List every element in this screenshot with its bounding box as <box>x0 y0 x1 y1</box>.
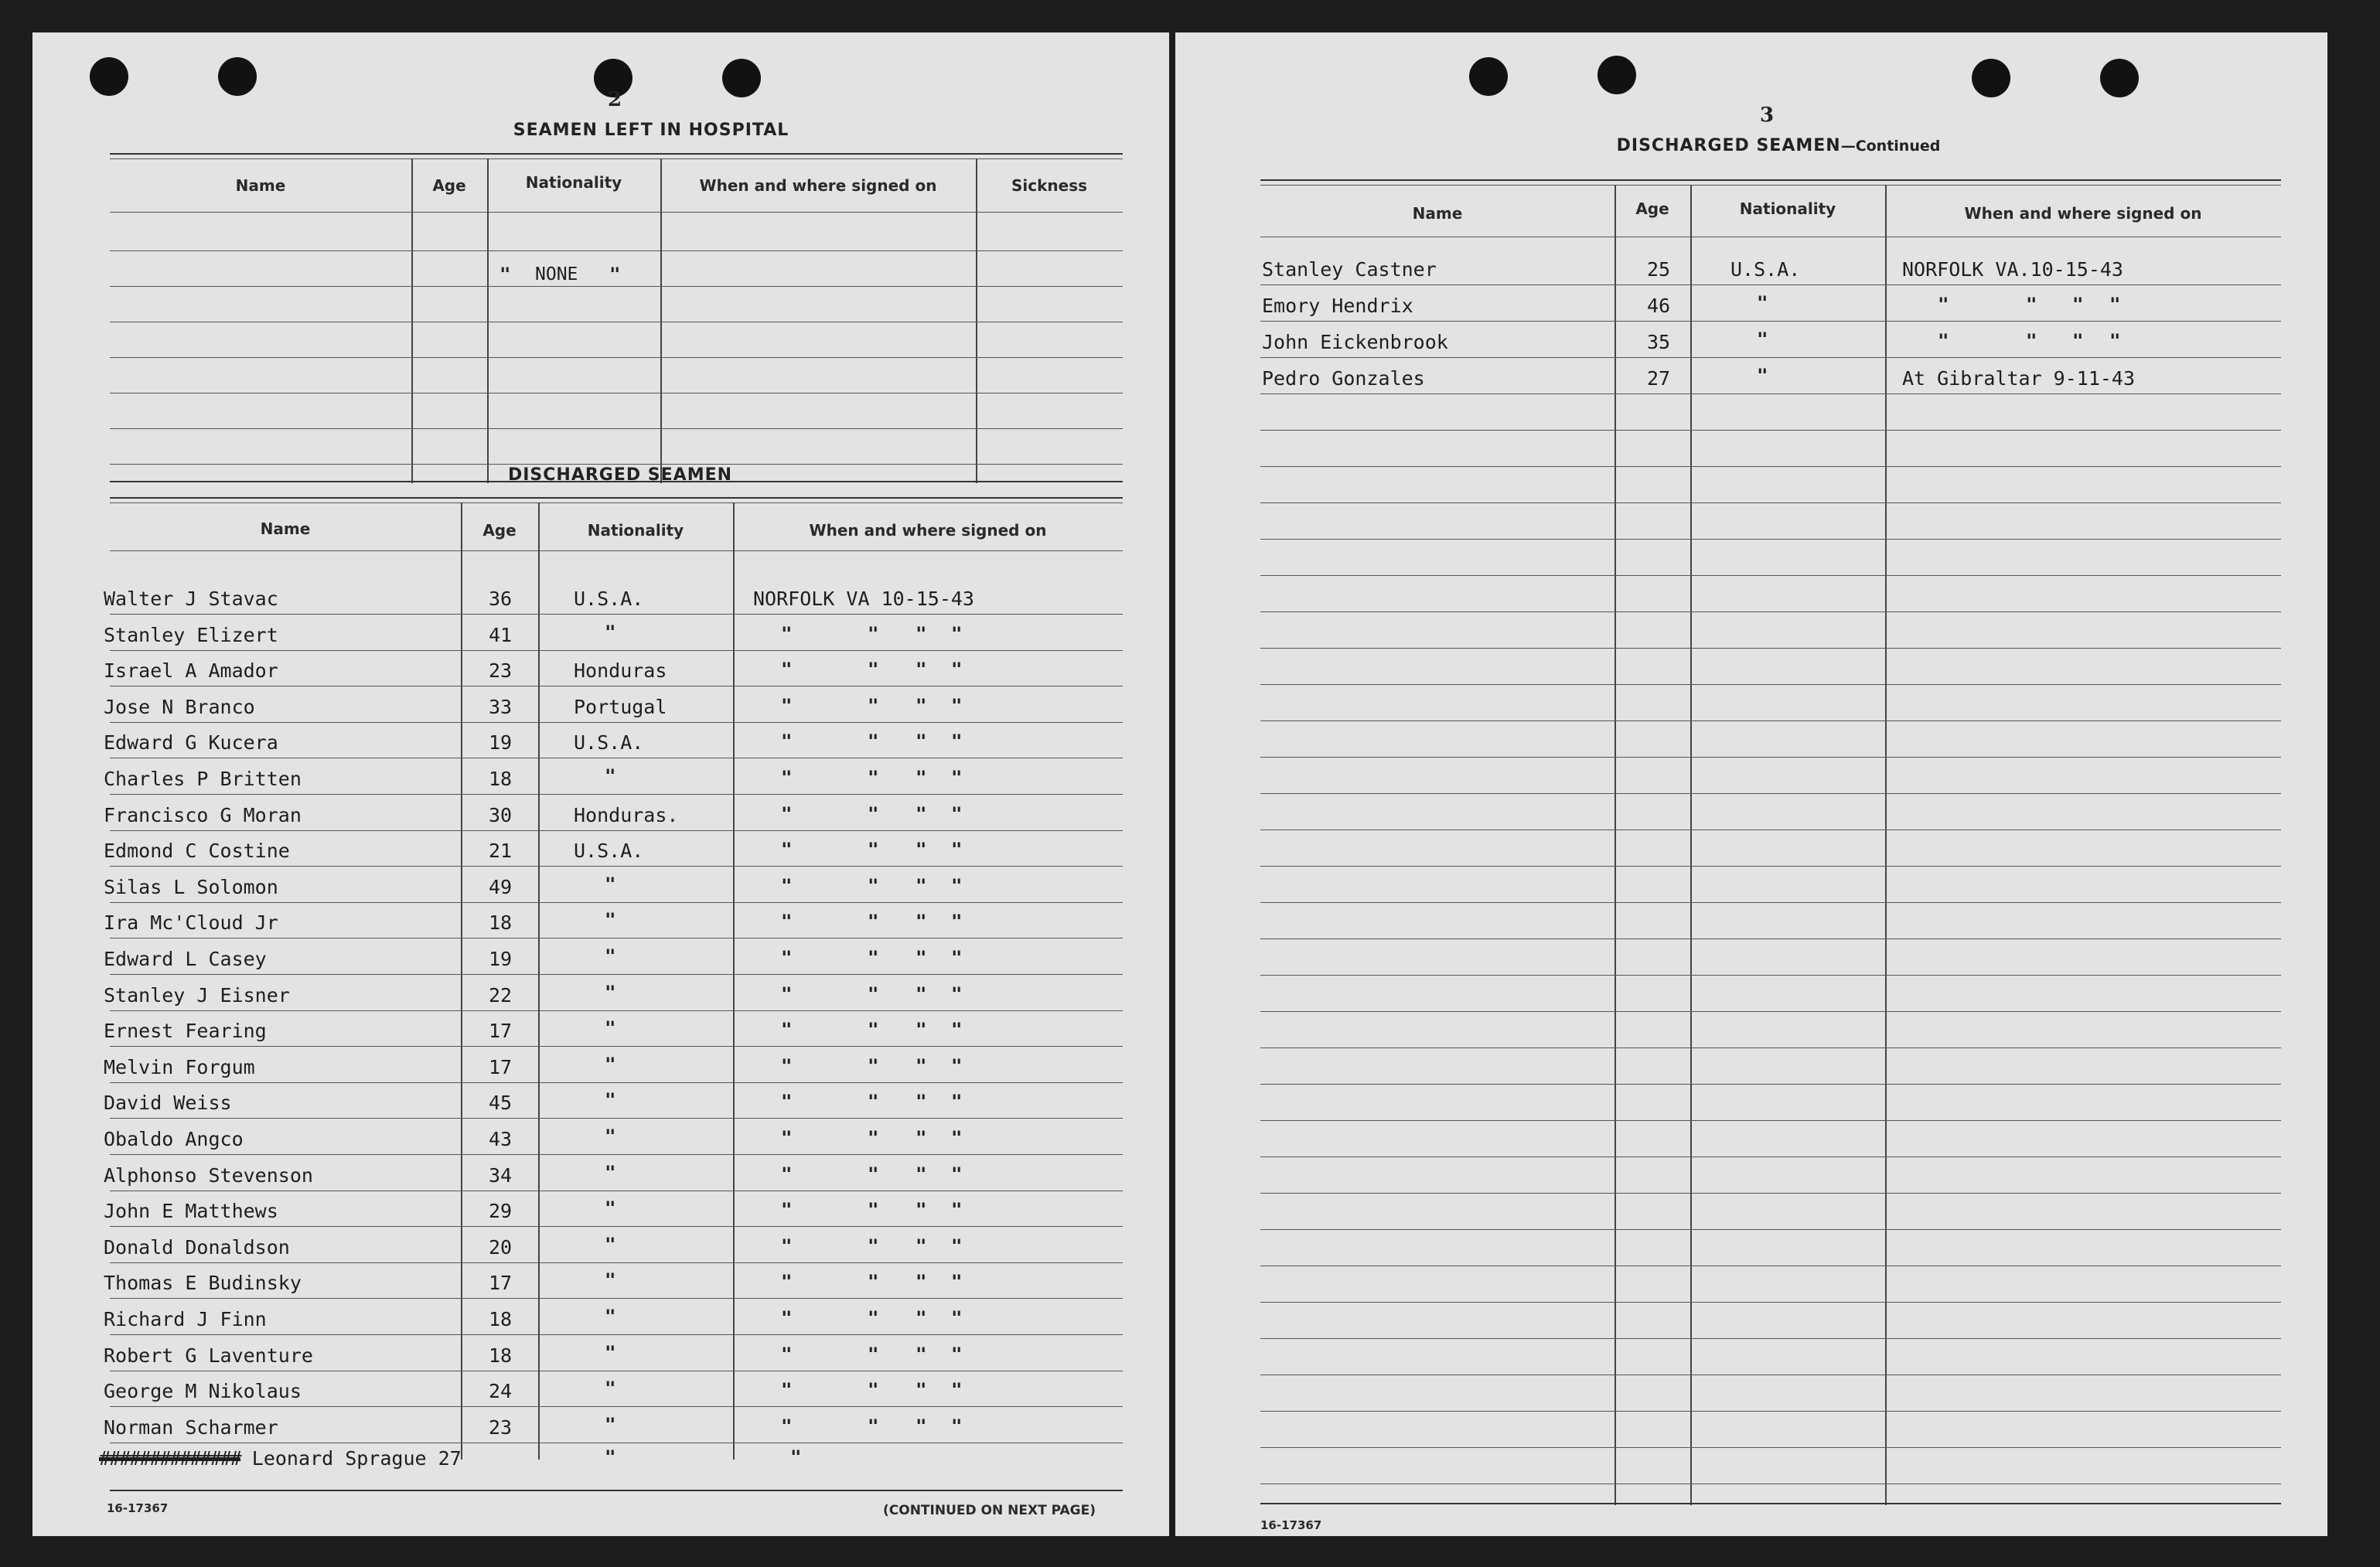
ditto-mark: " <box>916 1019 927 1041</box>
seaman-age: 17 <box>489 1020 513 1042</box>
ditto-mark: " <box>2109 330 2121 352</box>
ditto-mark: " <box>605 945 616 967</box>
seaman-name: Norman Scharmer <box>104 1416 278 1439</box>
col-header-signed-on: When and where signed on <box>809 521 1047 540</box>
ditto-mark: " <box>605 1162 616 1184</box>
seaman-name: Stanley Elizert <box>104 624 278 646</box>
ditto-mark: " <box>868 1055 879 1077</box>
ditto-mark: " <box>781 1019 793 1041</box>
ditto-mark: " <box>605 1342 616 1364</box>
seaman-name: Leonard Sprague <box>251 1447 427 1470</box>
ditto-mark: " <box>781 875 793 897</box>
ditto-mark: " <box>916 803 927 825</box>
seaman-name: Donald Donaldson <box>104 1236 290 1259</box>
seaman-name: Israel A Amador <box>104 659 278 682</box>
seaman-age: 18 <box>489 911 513 934</box>
ditto-mark: " <box>916 659 927 680</box>
seaman-name: George M Nikolaus <box>104 1380 302 1402</box>
hospital-section-title: SEAMEN LEFT IN HOSPITAL <box>513 121 789 140</box>
ditto-mark: " <box>916 1415 927 1437</box>
ditto-mark: " <box>868 731 879 752</box>
seaman-name: Stanley J Eisner <box>104 984 290 1007</box>
ditto-mark: " <box>868 947 879 969</box>
ditto-mark: " <box>1938 330 1949 352</box>
ditto-mark: " <box>916 1344 927 1365</box>
ditto-mark: " <box>781 803 793 825</box>
ditto-mark: " <box>951 1091 963 1112</box>
ditto-mark: " <box>2109 294 2121 315</box>
seaman-name: Stanley Castner <box>1262 258 1437 281</box>
ditto-mark: " <box>916 839 927 860</box>
ditto-mark: " <box>781 659 793 680</box>
struck-name <box>99 1447 462 1470</box>
seaman-age: 24 <box>489 1380 513 1402</box>
seaman-nationality: U.S.A. <box>574 731 644 754</box>
ditto-mark: " <box>781 911 793 932</box>
ditto-mark: " <box>868 839 879 860</box>
ditto-mark: " <box>951 623 963 645</box>
ditto-mark: " <box>868 1415 879 1437</box>
seaman-age: 35 <box>1647 331 1671 353</box>
ditto-mark: " <box>868 1235 879 1257</box>
ditto-mark: " <box>916 1379 927 1401</box>
ditto-mark: " <box>951 911 963 932</box>
ditto-mark: " <box>781 1055 793 1077</box>
ditto-mark: " <box>916 695 927 717</box>
seaman-age: 21 <box>489 840 513 862</box>
seaman-age: 34 <box>489 1164 513 1187</box>
ditto-mark: " <box>605 1378 616 1399</box>
continued-note: (CONTINUED ON NEXT PAGE) <box>883 1503 1096 1518</box>
ditto-mark: " <box>781 623 793 645</box>
seaman-age: 18 <box>489 768 513 790</box>
ditto-mark: " <box>605 1054 616 1075</box>
signed-on: NORFOLK VA.10-15-43 <box>1902 258 2123 281</box>
seaman-nationality: Honduras <box>574 659 667 682</box>
ditto-mark: " <box>868 1344 879 1365</box>
seaman-age: 33 <box>489 696 513 718</box>
col-header-nationality: Nationality <box>1739 199 1836 218</box>
punch-hole <box>2100 59 2139 97</box>
ditto-mark: " <box>2026 330 2037 352</box>
ditto-mark: " <box>500 264 511 285</box>
seaman-name: Pedro Gonzales <box>1262 367 1425 390</box>
punch-hole <box>1597 56 1636 94</box>
seaman-name: Robert G Laventure <box>104 1344 313 1367</box>
ditto-mark: " <box>781 1235 793 1257</box>
ditto-mark: " <box>609 264 621 285</box>
ditto-mark: " <box>868 1091 879 1112</box>
ditto-mark: " <box>951 767 963 789</box>
ditto-mark: " <box>951 1199 963 1221</box>
seaman-nationality: U.S.A. <box>574 840 644 862</box>
title-suffix: —Continued <box>1840 138 1941 155</box>
seaman-name: Edmond C Costine <box>104 840 290 862</box>
ditto-mark: " <box>951 983 963 1005</box>
seaman-age: 17 <box>489 1272 513 1294</box>
ditto-mark: " <box>605 874 616 895</box>
ditto-mark: " <box>781 1415 793 1437</box>
ditto-mark: " <box>916 947 927 969</box>
seaman-age: 49 <box>489 876 513 898</box>
seaman-age: 19 <box>489 948 513 970</box>
ditto-mark: " <box>951 731 963 752</box>
ditto-mark: " <box>605 1017 616 1039</box>
ditto-mark: " <box>1938 294 1949 315</box>
ditto-mark: " <box>951 875 963 897</box>
ditto-mark: " <box>868 659 879 680</box>
ditto-mark: " <box>951 1379 963 1401</box>
ditto-mark: " <box>916 1163 927 1185</box>
col-header-age: Age <box>1635 199 1669 218</box>
ditto-mark: " <box>1757 365 1768 387</box>
ditto-mark: " <box>951 947 963 969</box>
col-header-signed-on: When and where signed on <box>699 176 937 195</box>
ditto-mark: " <box>916 1127 927 1149</box>
ditto-mark: " <box>868 983 879 1005</box>
seaman-name: Walter J Stavac <box>104 588 278 610</box>
discharged-section-title: DISCHARGED SEAMEN <box>507 465 733 485</box>
ditto-mark: " <box>605 1234 616 1255</box>
ditto-mark: " <box>868 623 879 645</box>
form-number: 16-17367 <box>1260 1518 1322 1532</box>
col-header-nationality: Nationality <box>587 521 684 540</box>
ditto-mark: " <box>781 1379 793 1401</box>
ditto-mark: " <box>868 767 879 789</box>
ditto-mark: " <box>2026 294 2037 315</box>
seaman-age: 25 <box>1647 258 1671 281</box>
hospital-entry: NONE <box>535 264 578 284</box>
seaman-age: 19 <box>489 731 513 754</box>
ditto-mark: " <box>781 983 793 1005</box>
seaman-nationality: Honduras. <box>574 804 679 826</box>
ditto-mark: " <box>605 1126 616 1147</box>
seaman-name: Alphonso Stevenson <box>104 1164 313 1187</box>
seaman-name: John Eickenbrook <box>1262 331 1448 353</box>
title-text: DISCHARGED SEAMEN <box>1616 136 1841 155</box>
discharged-continued-title <box>1546 136 2010 155</box>
seaman-age: 17 <box>489 1056 513 1078</box>
ditto-mark: " <box>868 875 879 897</box>
signed-on: NORFOLK VA 10-15-43 <box>753 588 974 610</box>
ditto-mark: " <box>951 1307 963 1329</box>
ditto-mark: " <box>916 623 927 645</box>
ditto-mark: " <box>605 982 616 1003</box>
punch-hole <box>722 59 761 97</box>
col-header-signed-on: When and where signed on <box>1964 204 2202 223</box>
ditto-mark: " <box>868 911 879 932</box>
ditto-mark: " <box>1757 292 1768 314</box>
seaman-age: 46 <box>1647 295 1671 317</box>
ditto-mark: " <box>916 1091 927 1112</box>
ditto-mark: " <box>868 1163 879 1185</box>
seaman-nationality: Portugal <box>574 696 667 718</box>
struck-text: ############## <box>99 1447 240 1470</box>
seaman-age: 29 <box>489 1200 513 1222</box>
ditto-mark: " <box>916 983 927 1005</box>
seaman-age: 20 <box>489 1236 513 1259</box>
seaman-name: Thomas E Budinsky <box>104 1272 302 1294</box>
page-number: 3 <box>1760 104 1775 127</box>
seaman-age: 23 <box>489 1416 513 1439</box>
ditto-mark: " <box>951 1235 963 1257</box>
ditto-mark: " <box>951 695 963 717</box>
ditto-mark: " <box>951 803 963 825</box>
ditto-mark: " <box>605 1269 616 1291</box>
ditto-mark: " <box>916 1307 927 1329</box>
ditto-mark: " <box>1757 329 1768 350</box>
ditto-mark: " <box>605 909 616 931</box>
ditto-mark: " <box>868 1379 879 1401</box>
seaman-age: 27 <box>438 1447 462 1470</box>
ditto-mark: " <box>605 1089 616 1111</box>
ditto-mark: " <box>781 1127 793 1149</box>
punch-hole <box>1972 59 2010 97</box>
right-page <box>1175 32 2327 1536</box>
ditto-mark: " <box>781 1199 793 1221</box>
ditto-mark: " <box>868 1307 879 1329</box>
ditto-mark: " <box>951 1415 963 1437</box>
col-header-name: Name <box>260 519 311 538</box>
seaman-name: Charles P Britten <box>104 768 302 790</box>
seaman-nationality: U.S.A. <box>574 588 644 610</box>
seaman-name: Francisco G Moran <box>104 804 302 826</box>
ditto-mark: " <box>605 622 616 643</box>
seaman-name: Obaldo Angco <box>104 1128 244 1150</box>
ditto-mark: " <box>951 1344 963 1365</box>
seaman-name: Jose N Branco <box>104 696 255 718</box>
seaman-name: John E Matthews <box>104 1200 278 1222</box>
ditto-mark: " <box>951 659 963 680</box>
seaman-age: 36 <box>489 588 513 610</box>
col-header-nationality: Nationality <box>525 173 622 192</box>
ditto-mark: " <box>916 1271 927 1293</box>
signed-on: At Gibraltar 9-11-43 <box>1902 367 2136 390</box>
col-header-age: Age <box>482 521 517 540</box>
ditto-mark: " <box>781 695 793 717</box>
ditto-mark: " <box>605 1446 616 1468</box>
seaman-age: 41 <box>489 624 513 646</box>
ditto-mark: " <box>605 765 616 787</box>
ditto-mark: " <box>868 695 879 717</box>
seaman-age: 43 <box>489 1128 513 1150</box>
ditto-mark: " <box>868 1019 879 1041</box>
ditto-mark: " <box>781 1344 793 1365</box>
ditto-mark: " <box>916 1235 927 1257</box>
punch-hole <box>90 57 128 96</box>
seaman-name: Richard J Finn <box>104 1308 267 1330</box>
seaman-age: 27 <box>1647 367 1671 390</box>
punch-hole <box>218 57 257 96</box>
ditto-mark: " <box>916 875 927 897</box>
ditto-mark: " <box>605 1414 616 1436</box>
ditto-mark: " <box>2072 330 2084 352</box>
seaman-name: Melvin Forgum <box>104 1056 255 1078</box>
seaman-name: Emory Hendrix <box>1262 295 1413 317</box>
seaman-age: 22 <box>489 984 513 1007</box>
ditto-mark: " <box>781 839 793 860</box>
ditto-mark: " <box>605 1306 616 1327</box>
ditto-mark: " <box>868 1271 879 1293</box>
seaman-age: 23 <box>489 659 513 682</box>
ditto-mark: " <box>781 1271 793 1293</box>
ditto-mark: " <box>868 803 879 825</box>
seaman-age: 30 <box>489 804 513 826</box>
seaman-age: 18 <box>489 1344 513 1367</box>
form-number: 16-17367 <box>107 1501 169 1515</box>
ditto-mark: " <box>951 1163 963 1185</box>
ditto-mark: " <box>781 1307 793 1329</box>
punch-hole <box>1469 57 1508 96</box>
ditto-mark: " <box>605 1197 616 1219</box>
ditto-mark: " <box>2072 294 2084 315</box>
col-header-name: Name <box>235 176 286 195</box>
ditto-mark: " <box>951 1271 963 1293</box>
seaman-age: 45 <box>489 1092 513 1114</box>
ditto-mark: " <box>781 1163 793 1185</box>
page-number: 2 <box>608 88 622 111</box>
seaman-name: Edward G Kucera <box>104 731 278 754</box>
ditto-mark: " <box>916 911 927 932</box>
ditto-mark: " <box>790 1446 802 1468</box>
ditto-mark: " <box>916 731 927 752</box>
ditto-mark: " <box>916 1055 927 1077</box>
seaman-name: Silas L Solomon <box>104 876 278 898</box>
seaman-name: Ernest Fearing <box>104 1020 267 1042</box>
ditto-mark: " <box>951 1019 963 1041</box>
seaman-name: David Weiss <box>104 1092 232 1114</box>
ditto-mark: " <box>951 1055 963 1077</box>
col-header-age: Age <box>432 176 466 195</box>
seaman-name: Edward L Casey <box>104 948 267 970</box>
ditto-mark: " <box>868 1199 879 1221</box>
ditto-mark: " <box>951 1127 963 1149</box>
col-header-sickness: Sickness <box>1011 176 1088 195</box>
left-page <box>32 32 1169 1536</box>
ditto-mark: " <box>916 1199 927 1221</box>
ditto-mark: " <box>781 1091 793 1112</box>
seaman-nationality: U.S.A. <box>1730 258 1801 281</box>
ditto-mark: " <box>781 947 793 969</box>
ditto-mark: " <box>916 767 927 789</box>
ditto-mark: " <box>781 731 793 752</box>
ditto-mark: " <box>868 1127 879 1149</box>
col-header-name: Name <box>1412 204 1463 223</box>
seaman-name: Ira Mc'Cloud Jr <box>104 911 278 934</box>
ditto-mark: " <box>951 839 963 860</box>
ditto-mark: " <box>781 767 793 789</box>
seaman-age: 18 <box>489 1308 513 1330</box>
